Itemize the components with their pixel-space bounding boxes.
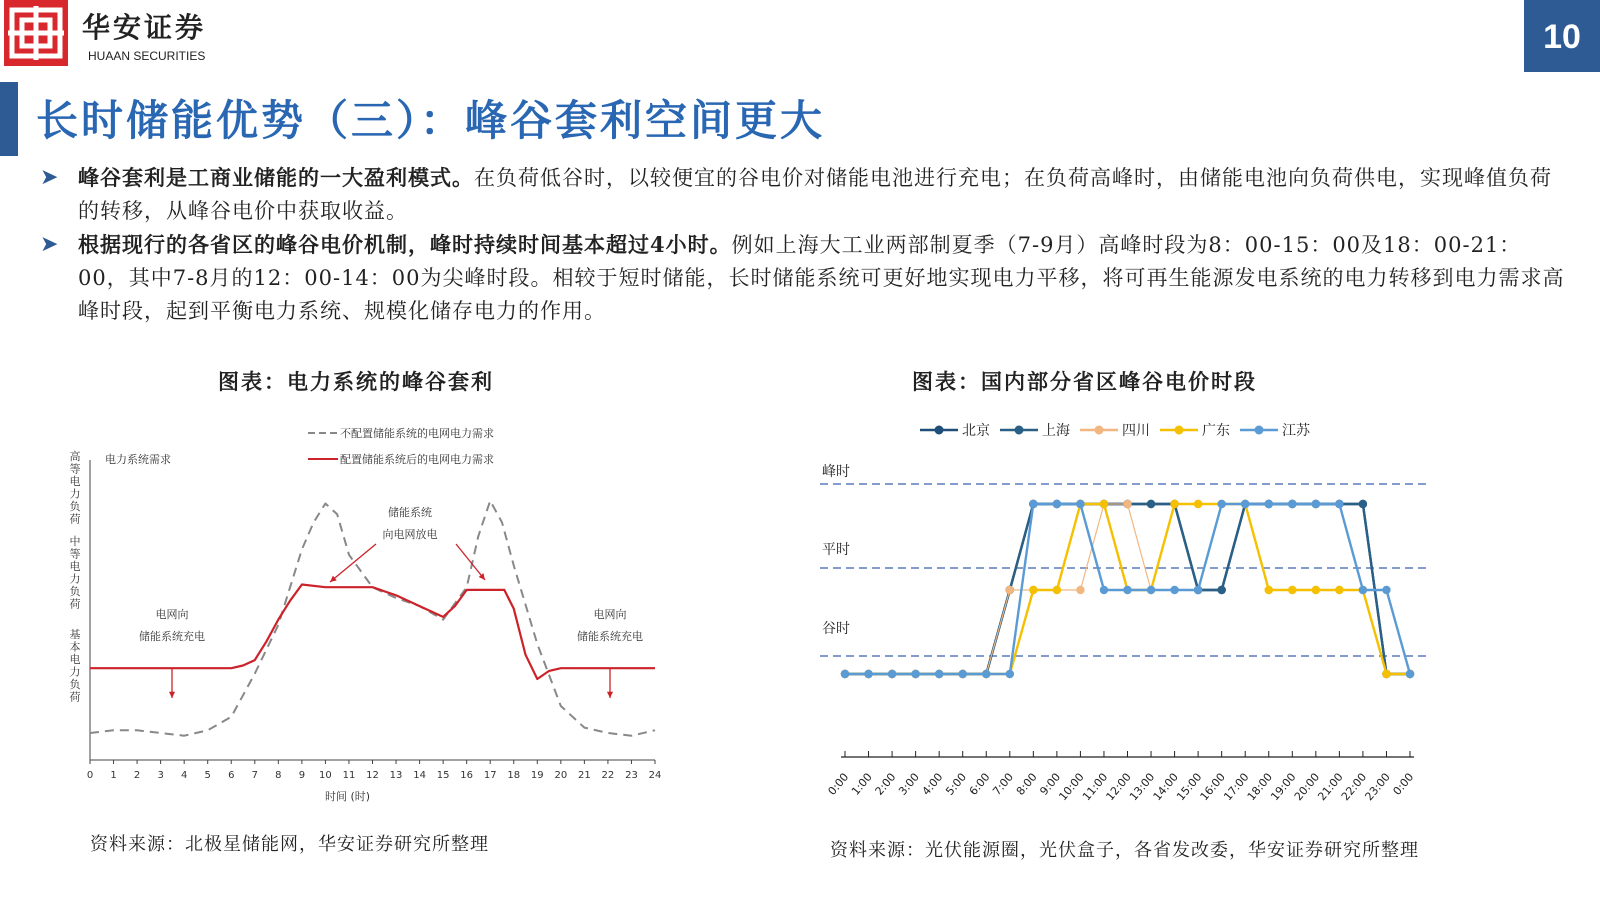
x-tick-label: 20:00 [1291,770,1323,804]
series-point [1100,586,1108,594]
series-point [1241,500,1249,508]
series-point [1029,500,1037,508]
legend-marker [1175,426,1184,435]
huaan-logo [4,0,68,66]
annotation-arrowhead [169,692,175,698]
x-tick-label: 15:00 [1174,770,1205,804]
series-point [1147,500,1155,508]
annotation-text: 向电网放电 [382,528,438,541]
annotation-text: 储能系统充电 [577,630,643,643]
series-point [1029,586,1037,594]
series-point [935,670,943,678]
series-point [1288,586,1296,594]
x-tick-label: 11 [342,770,356,781]
arrow-bullet-icon: ➤ [40,232,60,257]
annotation-text: 储能系统充电 [139,630,205,643]
logo-mark-icon [4,0,68,66]
series-point [1194,500,1202,508]
x-tick-label: 0:00 [825,770,852,798]
series-point [1053,500,1061,508]
x-tick-label: 5:00 [943,770,970,798]
x-tick-label: 16 [460,770,474,781]
x-tick-label: 14:00 [1150,770,1181,804]
legend-label: 不配置储能系统的电网电力需求 [340,427,494,440]
legend-marker [1255,426,1264,435]
x-tick-label: 6:00 [966,770,993,798]
x-tick-label: 18:00 [1244,770,1276,804]
x-tick-label: 23:00 [1362,770,1393,804]
x-tick-label: 20 [554,770,568,781]
annotation-arrowhead [607,692,613,698]
legend-label: 四川 [1122,423,1150,439]
y-axis-title: 电力系统需求 [105,453,171,466]
x-tick-label: 3:00 [896,770,922,798]
x-tick-label: 8:00 [1013,770,1040,798]
series-point [1359,500,1367,508]
x-tick-label: 17:00 [1221,770,1252,804]
series-point [1006,586,1014,594]
x-tick-label: 10 [319,770,332,781]
level-label: 谷时 [822,621,850,637]
series-point [1053,586,1061,594]
x-tick-label: 7 [251,770,258,781]
x-tick-label: 19:00 [1268,770,1299,804]
chart1-source: 资料来源：北极星储能网，华安证券研究所整理 [90,834,489,855]
page-number: 10 [1524,0,1600,72]
series-point [1312,500,1320,508]
annotation-text: 储能系统 [388,506,432,519]
x-tick-label: 23 [625,770,638,781]
series-point [1217,500,1225,508]
series-point [1170,586,1178,594]
x-tick-label: 10:00 [1056,770,1087,804]
legend-label: 广东 [1202,423,1230,439]
series-point [1382,586,1390,594]
x-tick-label: 21:00 [1315,770,1346,804]
y-band-label: 中等电力负荷 [69,535,81,611]
series-point [959,670,967,678]
series-point [1170,500,1178,508]
series-point [1076,500,1084,508]
level-label: 平时 [822,542,850,558]
series-point [1382,670,1390,678]
x-tick-label: 16:00 [1197,770,1228,804]
series-point [1194,586,1202,594]
chart2-tou-periods [820,420,1470,830]
chart2-caption: 图表：国内部分省区峰谷电价时段 [912,369,1257,394]
chart1-caption: 图表：电力系统的峰谷套利 [218,369,494,394]
legend-marker [1095,426,1104,435]
x-tick-label: 18 [507,770,521,781]
x-tick-label: 3 [157,770,164,781]
bullet-text: 在负荷低谷时，以较便宜的谷电价对储能电池进行充电；在负荷高峰时，由储能电池向负荷供电，实现峰值负荷的转移，从峰谷电价中获取收益。 [78,166,1552,223]
annotation-arrow [456,544,485,580]
x-tick-label: 2:00 [872,770,899,798]
legend-marker [1015,426,1024,435]
x-tick-label: 0:00 [1390,770,1417,798]
page-title: 长时储能优势（三）：峰谷套利空间更大 [36,96,826,145]
x-tick-label: 6 [228,770,235,781]
series-point [1100,500,1108,508]
legend-marker [935,426,944,435]
bullet-lead: 峰谷套利是工商业储能的一大盈利模式。 [78,165,474,190]
x-tick-label: 1 [110,770,117,781]
bullet-list [40,161,1570,328]
series-point [888,670,896,678]
x-tick-label: 4:00 [919,770,946,798]
series-point [1123,586,1131,594]
x-tick-label: 24 [648,770,662,781]
x-tick-label: 19 [530,770,544,781]
y-band-label: 高等电力负荷 [69,450,81,526]
x-tick-label: 1:00 [849,770,875,798]
series-point [911,670,919,678]
series-point [864,670,872,678]
series-point [841,670,849,678]
y-band-label: 基本电力负荷 [69,628,81,704]
annotation-text: 电网向 [155,608,189,621]
x-tick-label: 12:00 [1103,770,1134,804]
x-tick-label: 4 [180,770,188,781]
series-point [1288,500,1296,508]
bullet-item [40,161,1570,228]
x-tick-label: 12 [366,770,379,781]
x-tick-label: 0 [86,770,94,781]
brand-name-en: HUAAN SECURITIES [88,49,206,63]
series-point [1217,586,1225,594]
legend-label: 江苏 [1282,423,1310,439]
series-point [1265,500,1273,508]
bullet-item [40,228,1570,328]
x-axis-label: 时间 (时) [324,790,371,803]
x-tick-label: 5 [204,770,211,781]
x-tick-label: 2 [133,770,141,781]
x-tick-label: 22:00 [1338,770,1370,804]
series-point [1123,500,1131,508]
x-tick-label: 9:00 [1037,770,1064,798]
series-point [1006,670,1014,678]
series-point [1312,586,1320,594]
series-point [982,670,990,678]
x-tick-label: 21 [578,770,591,781]
series-point [1406,670,1414,678]
x-tick-label: 15 [436,770,450,781]
annotation-arrow [330,544,376,582]
x-tick-label: 14 [413,770,426,781]
series-point [1335,586,1343,594]
series-point [1265,586,1273,594]
series-point [1359,586,1367,594]
x-tick-label: 7:00 [990,770,1017,798]
arrow-bullet-icon: ➤ [40,165,60,190]
legend-label: 上海 [1042,423,1070,439]
x-tick-label: 11:00 [1079,770,1111,804]
x-tick-label: 9 [298,770,306,781]
bullet-text: 例如上海大工业两部制夏季（7-9月）高峰时段为8：00-15：00及18：00-21：00，其中7-8月的12：00-14：00为尖峰时段。相较于短时储能，长时储能系统可更好地实现电力平移，将可再生能源发电系统的电力转移到电力需求高峰时段，起到平衡电力系统、规模化储存电力的作用。 [78,233,1565,323]
series-point [1076,586,1084,594]
level-label: 峰时 [822,464,850,480]
bullet-lead: 根据现行的各省区的峰谷电价机制，峰时持续时间基本超过4小时。 [78,232,732,257]
title-accent-bar [0,82,18,156]
chart1-peak-valley-arbitrage [60,420,680,820]
series-point [1335,500,1343,508]
brand-name-cn: 华安证券 [82,11,207,44]
series-point [1147,586,1155,594]
legend-label: 北京 [962,423,990,439]
chart2-source: 资料来源：光伏能源圈，光伏盒子，各省发改委，华安证券研究所整理 [830,840,1419,861]
annotation-text: 电网向 [593,608,627,621]
legend-label: 配置储能系统后的电网电力需求 [340,453,494,466]
x-tick-label: 8 [275,770,282,781]
x-tick-label: 13 [389,770,403,781]
x-tick-label: 17 [483,770,497,781]
x-tick-label: 13:00 [1127,770,1158,804]
x-tick-label: 22 [601,770,615,781]
